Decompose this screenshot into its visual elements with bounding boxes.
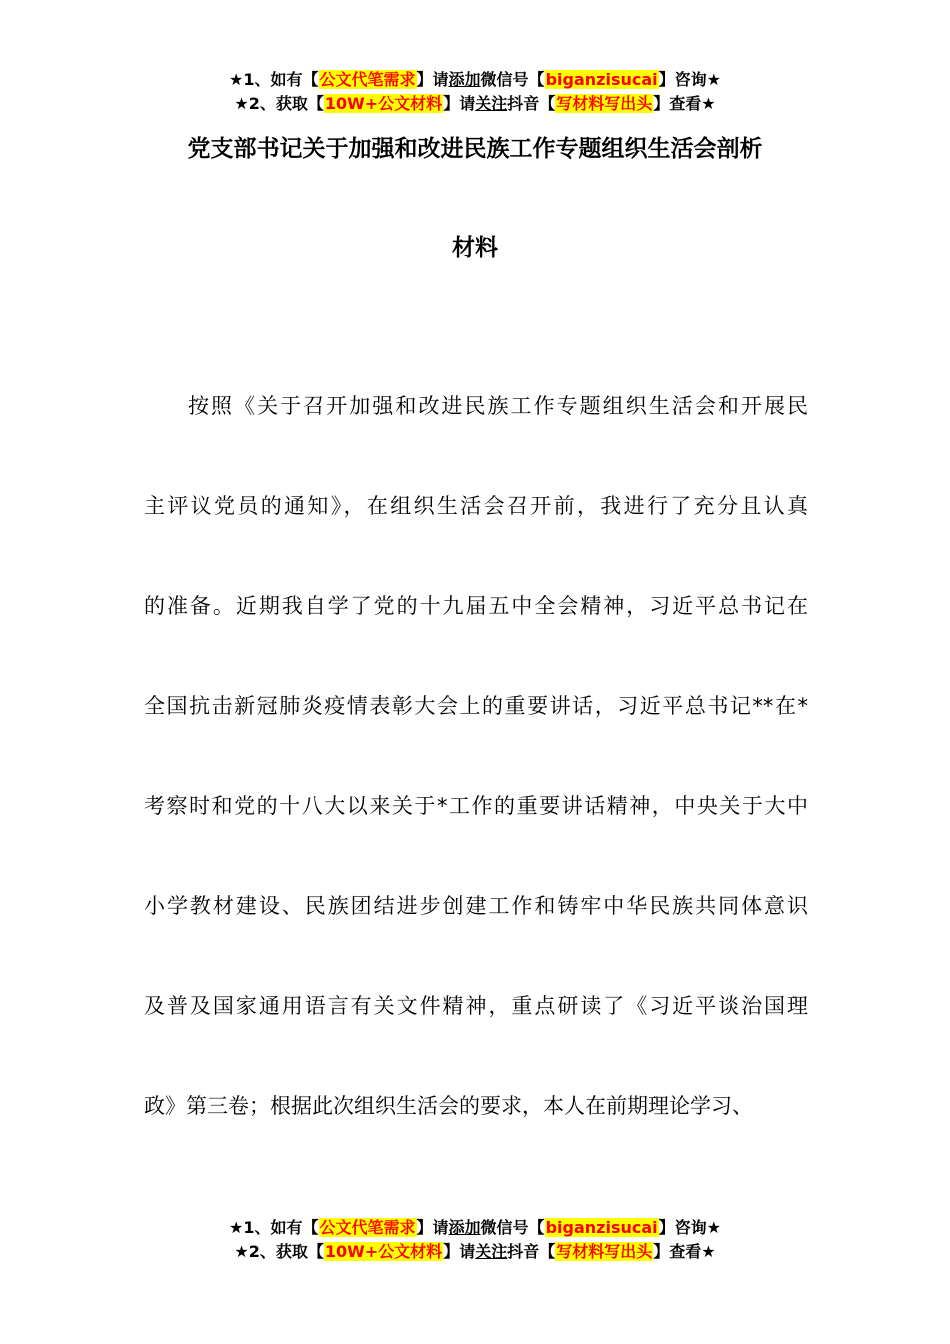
- promo-line-1: ★1、如有【公文代笔需求】请添加微信号【biganzisucai】咨询★: [229, 1218, 721, 1237]
- document-title-line-2: 材料: [452, 235, 498, 261]
- promo-highlight-materials: 10W+公文材料: [324, 1242, 443, 1261]
- promo-footer: [0, 1216, 950, 1264]
- body-line: 小学教材建设、民族团结进步创建工作和铸牢中华民族共同体意识: [144, 894, 808, 918]
- promo-line-2: ★2、获取【10W+公文材料】请关注抖音【写材料写出头】查看★: [234, 94, 716, 113]
- promo-highlight-wechat-id: biganzisucai: [545, 1218, 658, 1237]
- promo-line-2: ★2、获取【10W+公文材料】请关注抖音【写材料写出头】查看★: [234, 1242, 716, 1261]
- promo-underline-add: 添加: [448, 1218, 481, 1237]
- body-line: 主评议党员的通知》，在组织生活会召开前，我进行了充分且认真: [144, 494, 808, 518]
- promo-line-1: ★1、如有【公文代笔需求】请添加微信号【biganzisucai】咨询★: [229, 70, 721, 89]
- body-line: 全国抗击新冠肺炎疫情表彰大会上的重要讲话，习近平总书记**在*: [144, 694, 808, 718]
- promo-highlight-douyin: 写材料写出头: [556, 1242, 653, 1261]
- promo-underline-follow: 关注: [475, 1242, 508, 1261]
- body-line: 政》第三卷；根据此次组织生活会的要求，本人在前期理论学习、: [144, 1094, 753, 1118]
- document-body: [144, 388, 808, 1188]
- promo-header: [0, 68, 950, 116]
- promo-highlight-douyin: 写材料写出头: [556, 94, 653, 113]
- promo-highlight-wechat-id: biganzisucai: [545, 70, 658, 89]
- promo-highlight-service: 公文代笔需求: [319, 70, 416, 89]
- promo-underline-follow: 关注: [475, 94, 508, 113]
- body-line: 按照《关于召开加强和改进民族工作专题组织生活会和开展民: [188, 394, 808, 418]
- promo-highlight-service: 公文代笔需求: [319, 1218, 416, 1237]
- body-line: 及普及国家通用语言有关文件精神，重点研读了《习近平谈治国理: [144, 994, 808, 1018]
- document-title-line-1: 党支部书记关于加强和改进民族工作专题组织生活会剖析: [187, 136, 763, 162]
- promo-underline-add: 添加: [448, 70, 481, 89]
- promo-highlight-materials: 10W+公文材料: [324, 94, 443, 113]
- body-line: 考察时和党的十八大以来关于*工作的重要讲话精神，中央关于大中: [144, 794, 808, 818]
- body-line: 的准备。近期我自学了党的十九届五中全会精神，习近平总书记在: [144, 594, 808, 618]
